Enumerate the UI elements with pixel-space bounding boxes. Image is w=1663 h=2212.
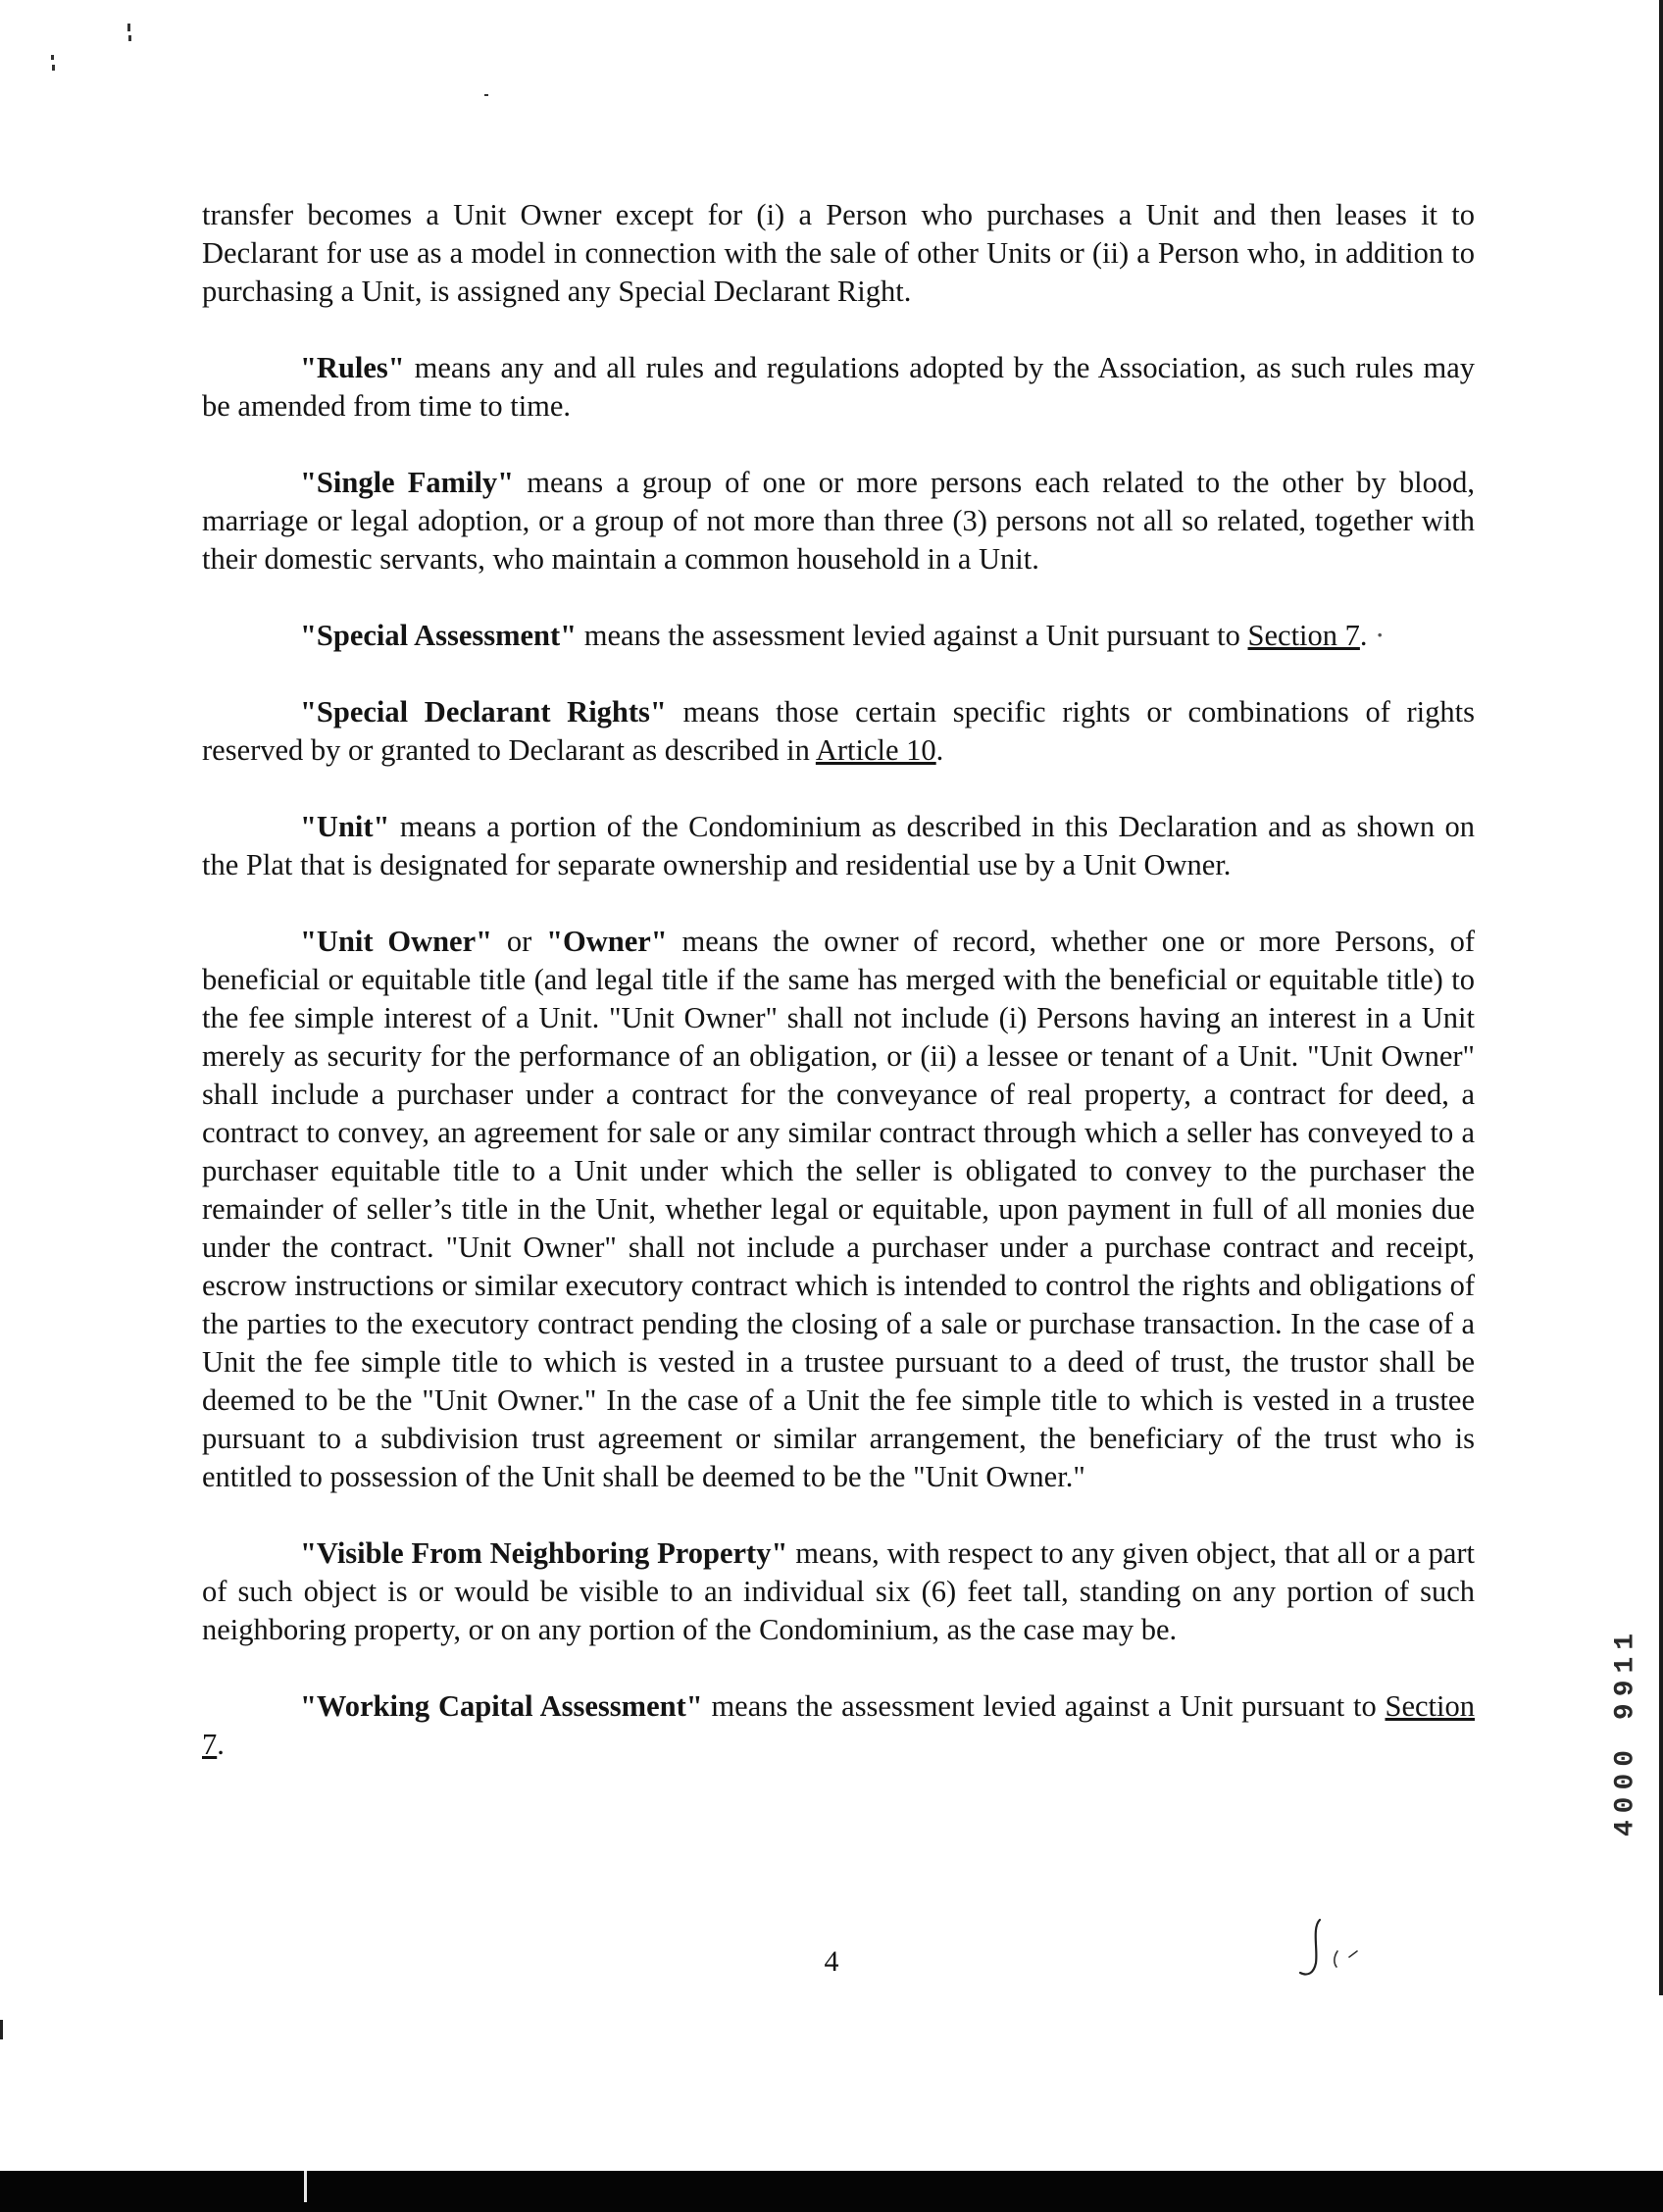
stray-scan-mark: · [1367, 619, 1386, 652]
defined-term: "Rules" [300, 351, 405, 384]
defined-term: "Unit Owner" [300, 925, 493, 958]
bates-stamp [1606, 1565, 1645, 1898]
defined-term: "Unit" [300, 810, 390, 843]
defined-term: "Working Capital Assessment" [300, 1689, 703, 1723]
paragraph-visible-from-neighboring-property [202, 1534, 1475, 1649]
paragraph-text: means the owner of record, whether one or more Persons, of beneficial or equitable title (and legal title if the same has merged with the beneficial or equitable title) to the fee simple interest of a Unit. "Unit Owner" shall not include (i) Persons having an interest in a Unit merely as security for the performance of an obligation, or (ii) a lessee or tenant of a Unit. "Unit Owner" shall include a purchaser under a contract for the conveyance of real property, a contract for deed, a contract to convey, an agreement for sale or any similar contract through which a seller has conveyed to a purchaser equitable title to a Unit under which the seller is obligated to convey to the purchaser the remainder of seller’s title in the Unit, whether legal or equitable, upon payment in full of all monies due under the contract. "Unit Owner" shall not include a purchaser under a purchase contract and receipt, escrow instructions or similar executory contract which is intended to control the rights and obligations of the parties to the executory contract pending the closing of a sale or purchase transaction. In the case of a Unit the fee simple title to which is vested in a trustee pursuant to a deed of trust, the trustor shall be deemed to be the "Unit Owner." In the case of a Unit the fee simple title to which is vested in a trustee pursuant to a subdivision trust agreement or similar arrangement, the beneficiary of the trust who is entitled to possession of the Unit shall be deemed to be the "Unit Owner." [202, 925, 1475, 1493]
scan-speck [51, 55, 54, 60]
paragraph-working-capital-assessment [202, 1687, 1475, 1764]
paragraph-text: means any and all rules and regulations adopted by the Association, as such rules may be amended from time to time. [202, 351, 1475, 423]
document-body [202, 196, 1475, 1802]
handwritten-initials [1286, 1914, 1404, 1992]
paragraph-text: or [492, 925, 547, 958]
paragraph-special-assessment [202, 617, 1475, 655]
defined-term: "Visible From Neighboring Property" [300, 1536, 788, 1570]
scan-bottom-tick [304, 2171, 307, 2202]
page-number: 4 [824, 1945, 839, 1978]
paragraph-text: means a portion of the Condominium as described in this Declaration and as shown on the Plat that is designated for separate ownership and residential use by a Unit Owner. [202, 810, 1475, 881]
cross-reference: Section 7 [1247, 619, 1360, 652]
scan-bottom-band [0, 2171, 1663, 2212]
paragraph-text: means the assessment levied against a Unit pursuant to [577, 619, 1248, 652]
defined-term: "Special Assessment" [300, 619, 578, 652]
paragraph-unit [202, 808, 1475, 884]
cross-reference: Article 10 [815, 733, 936, 767]
paragraph-special-declarant-rights [202, 693, 1475, 770]
paragraph-single-family [202, 464, 1475, 578]
paragraph-text: . [217, 1728, 225, 1761]
paragraph-unit-owner [202, 923, 1475, 1496]
scan-speck [128, 35, 131, 41]
bates-number: 4000 9911 [1610, 1626, 1641, 1837]
scan-page-edge-right [1659, 0, 1663, 1995]
defined-term: "Special Declarant Rights" [300, 695, 667, 729]
cross-reference: Section 7 [202, 1689, 1475, 1761]
paragraph-text: means a group of one or more persons each related to the other by blood, marriage or legal adoption, or a group of not more than three (3) persons not all so related, together with their domestic servants, who maintain a common household in a Unit. [202, 466, 1475, 576]
scan-page-edge-left [0, 2020, 3, 2039]
scan-speck [484, 94, 488, 96]
paragraph-text: means those certain specific rights or combinations of rights reserved by or granted to Declarant as described in [202, 695, 1475, 767]
paragraph-text: . [1359, 619, 1368, 652]
scan-speck [52, 65, 55, 71]
scan-speck [127, 24, 130, 31]
paragraph-text: . [935, 733, 944, 767]
defined-term: "Owner" [546, 925, 668, 958]
paragraph-transfer [202, 196, 1475, 311]
paragraph-text: means, with respect to any given object, that all or a part of such object is or would be visible to an individual six (6) feet tall, standing on any portion of such neighboring property, or on any portion of the Condominium, as the case may be. [202, 1536, 1475, 1646]
initials-signature-drawing [1286, 1914, 1404, 1992]
paragraph-text: means the assessment levied against a Unit pursuant to [702, 1689, 1386, 1723]
paragraph-text: transfer becomes a Unit Owner except for (i) a Person who purchases a Unit and then leases it to Declarant for use as a model in connection with the sale of other Units or (ii) a Person who, in addition to purchasing a Unit, is assigned any Special Declarant Right. [202, 198, 1475, 308]
paragraph-rules [202, 349, 1475, 426]
defined-term: "Single Family" [300, 466, 515, 499]
